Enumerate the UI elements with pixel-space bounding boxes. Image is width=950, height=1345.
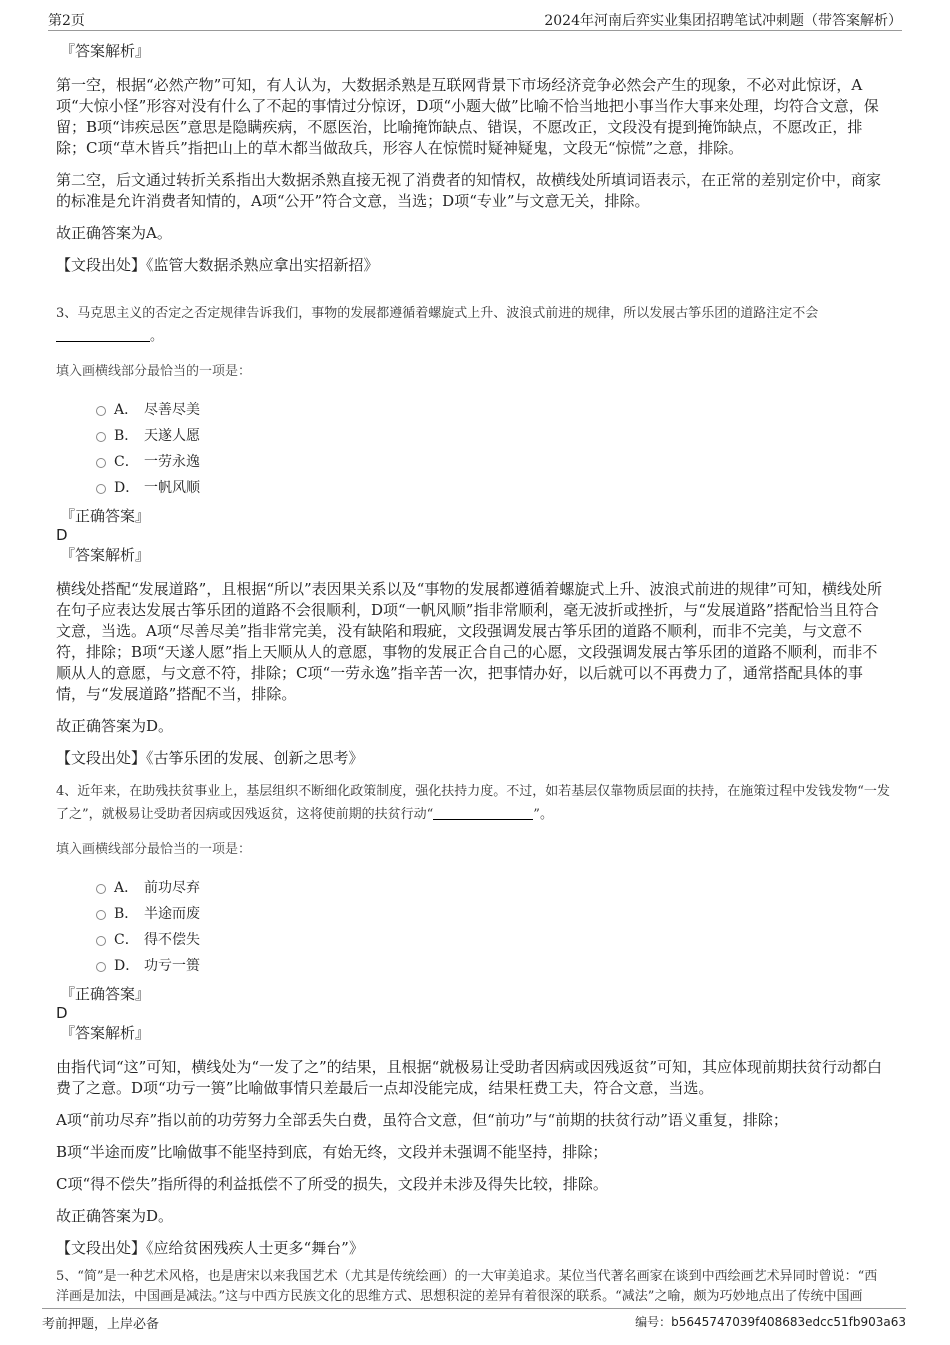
q5-stem: 5、“简”是一种艺术风格，也是唐宋以来我国艺术（尤其是传统绘画）的一大审美追求。某位当代著名画家在谈到中西绘画艺术异同时曾说：“西洋画是加法，中国画是减法。”这与中西方民族文化的思维方式、思想积淀的差异有着很深的联系。“减法”之喻，颇为巧妙地点出了传统中国画 [56, 1269, 878, 1304]
q2-analysis-label: 『答案解析』 [60, 42, 151, 60]
q3-stem: 3、马克思主义的否定之否定规律告诉我们，事物的发展都遵循着螺旋式上升、波浪式前进的规律，所以发展古筝乐团的道路注定不会 。 [56, 306, 819, 344]
page-footer [42, 1308, 906, 1332]
radio-icon[interactable] [96, 884, 106, 894]
q4-analysis: 由指代词“这”可知，横线处为“一发了之”的结果，且根据“就极易让受助者因病或因残返贫”可知，其应体现前期扶贫行动都白费了之意。D项“功亏一篑”比喻做事情只差最后一点却没能完成，结果枉费工夫，符合文意，当选。 [56, 1058, 883, 1097]
radio-icon[interactable] [96, 936, 106, 946]
q4-blank [433, 805, 533, 820]
q4-correct-label: 『正确答案』 [60, 985, 151, 1003]
radio-icon[interactable] [96, 432, 106, 442]
q4-option-b[interactable]: B． 半途而废 [56, 901, 890, 927]
q4-analysis-label: 『答案解析』 [60, 1024, 151, 1042]
q4-analysis-b: B项“半途而废”比喻做事不能坚持到底，有始无终，文段并未强调不能坚持，排除； [56, 1143, 608, 1161]
q3-option-b[interactable]: B． 天遂人愿 [56, 423, 890, 449]
radio-icon[interactable] [96, 962, 106, 972]
q3-options [56, 397, 890, 501]
q4-stem: 4、近年来，在助残扶贫事业上，基层组织不断细化政策制度，强化扶持力度。不过，如若基层仅靠物质层面的扶持，在施策过程中发钱发物“一发了之”，就极易让受助者因病或因残返贫，这将使前期的扶贫行动“ ”。 [56, 784, 890, 822]
q3-source: 【文段出处】《古筝乐团的发展、创新之思考》 [56, 749, 364, 767]
q2-analysis-para1: 第一空，根据“必然产物”可知，有人认为，大数据杀熟是互联网背景下市场经济竞争必然会产生的现象，不必对此惊讶，A项“大惊小怪”形容对没有什么了不起的事情过分惊讶，D项“小题大做”比喻不恰当地把小事当作大事来处理，均符合文意，保留；B项“讳疾忌医”意思是隐瞒疾病，不愿医治，比喻掩饰缺点、错误，不愿改正，文段没有提到掩饰缺点，不愿改正，排除；C项“草木皆兵”指把山上的草木都当做敌兵，形容人在惊慌时疑神疑鬼，文段无“惊慌”之意，排除。 [56, 76, 879, 157]
radio-icon[interactable] [96, 458, 106, 468]
q3-conclusion: 故正确答案为D。 [56, 717, 174, 735]
q3-correct-answer: D [56, 526, 68, 544]
q4-option-d[interactable]: D． 功亏一篑 [56, 953, 890, 979]
radio-icon[interactable] [96, 406, 106, 416]
q4-source: 【文段出处】《应给贫困残疾人士更多“舞台”》 [56, 1239, 364, 1257]
radio-icon[interactable] [96, 484, 106, 494]
radio-icon[interactable] [96, 910, 106, 920]
q2-source: 【文段出处】《监管大数据杀熟应拿出实招新招》 [56, 256, 379, 274]
q4-fill-prompt: 填入画横线部分最恰当的一项是： [56, 842, 252, 857]
q3-analysis-label: 『答案解析』 [60, 546, 151, 564]
q4-correct-answer: D [56, 1004, 68, 1022]
page-content [56, 40, 890, 1307]
q4-analysis-a: A项“前功尽弃”指以前的功劳努力全部丢失白费，虽符合文意，但“前功”与“前期的扶贫行动”语义重复，排除； [56, 1111, 788, 1129]
document-code: 编号：b5645747039f408683edcc51fb903a63 [635, 1315, 906, 1329]
q3-correct-label: 『正确答案』 [60, 507, 151, 525]
q3-blank [56, 327, 150, 342]
q4-analysis-c: C项“得不偿失”指所得的利益抵偿不了所受的损失，文段并未涉及得失比较，排除。 [56, 1175, 608, 1193]
q2-analysis-para2: 第二空，后文通过转折关系指出大数据杀熟直接无视了消费者的知情权，故横线处所填词语表示，在正常的差别定价中，商家的标准是允许消费者知情的，A项“公开”符合文意，当选；D项“专业”与文意无关，排除。 [56, 171, 882, 210]
page-number: 第2页 [48, 13, 85, 29]
q2-conclusion: 故正确答案为A。 [56, 224, 172, 242]
footer-motto: 考前押题，上岸必备 [42, 1317, 160, 1332]
q4-option-a[interactable]: A． 前功尽弃 [56, 875, 890, 901]
q3-fill-prompt: 填入画横线部分最恰当的一项是： [56, 364, 252, 379]
q4-conclusion: 故正确答案为D。 [56, 1207, 174, 1225]
q4-option-c[interactable]: C． 得不偿失 [56, 927, 890, 953]
document-title: 2024年河南后弈实业集团招聘笔试冲刺题（带答案解析） [544, 13, 902, 29]
q3-option-c[interactable]: C． 一劳永逸 [56, 449, 890, 475]
q3-option-a[interactable]: A． 尽善尽美 [56, 397, 890, 423]
page-header [48, 8, 902, 31]
q3-option-d[interactable]: D． 一帆风顺 [56, 475, 890, 501]
q3-analysis: 横线处搭配“发展道路”，且根据“所以”表因果关系以及“事物的发展都遵循着螺旋式上升、波浪式前进的规律”可知，横线处所在句子应表达发展古筝乐团的道路不会很顺利，D项“一帆风顺”指非常顺利，毫无波折或挫折，与“发展道路”搭配恰当且符合文意，当选。A项“尽善尽美”指非常完美，没有缺陷和瑕疵，文段强调发展古筝乐团的道路不顺利，而非不完美，与文意不符，排除；B项“天遂人愿”指上天顺从人的意愿，事物的发展正合自己的心愿，文段强调发展古筝乐团的道路不顺利，而非不顺从人的意愿，与文意不符，排除；C项“一劳永逸”指辛苦一次，把事情办好，以后就可以不再费力了，通常搭配具体的事情，与“发展道路”搭配不当，排除。 [56, 580, 883, 703]
q4-options [56, 875, 890, 979]
